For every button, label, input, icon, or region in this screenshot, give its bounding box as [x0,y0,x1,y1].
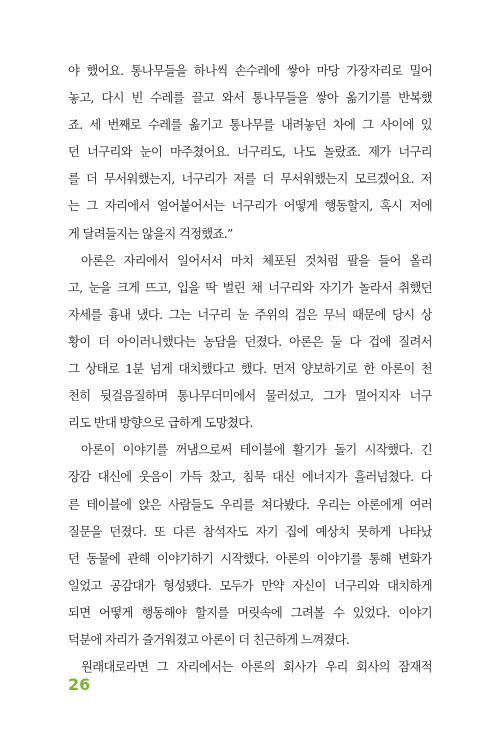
text-line: 장감 대신에 웃음이 가득 찼고, 침묵 대신 에너지가 흘러넘쳤다. 다 [68,470,432,485]
text-line: 질문을 던졌다. 또 다른 참석자도 자기 집에 예상치 못하게 나타났 [68,524,432,539]
text-line: 덕분에 자리가 즐거워졌고 아론이 더 친근하게 느껴졌다. [68,632,350,647]
text-line: 천히 뒷걸음질하며 통나무더미에서 물러섰고, 그가 멀어지자 너구 [68,389,432,404]
text-line: 를 더 무서워했는지, 너구리가 저를 더 무서워했는지 모르겠어요. 저 [68,172,432,187]
text-line: 는 그 자리에서 얼어붙어서는 너구리가 어떻게 행동할지, 혹시 저에 [68,199,432,214]
text-line: 죠. 세 번째로 수레를 옮기고 통나무를 내려놓던 차에 그 사이에 있 [68,118,432,133]
text-line: 자세를 흉내 냈다. 그는 너구리 눈 주위의 검은 무늬 때문에 당시 상 [68,307,432,322]
text-line: 리도 반대 방향으로 급하게 도망쳤다. [68,416,253,431]
text-line: 던 너구리와 눈이 마주쳤어요. 너구리도, 나도 놀랐죠. 제가 너구리 [68,145,432,160]
text-line: 그 상태로 1분 넘게 대치했다고 했다. 먼저 양보하기로 한 아론이 천 [68,362,432,377]
text-line: 야 했어요. 통나무들을 하나씩 손수레에 쌓아 마당 가장자리로 밀어 [68,64,432,78]
text-line: 던 동물에 관해 이야기하기 시작했다. 아론의 이야기를 통해 변화가 [68,551,432,566]
body-text [68,58,432,681]
text-line: 게 달려들지는 않을지 걱정했죠.” [68,226,233,241]
text-line: 아론이 이야기를 꺼냄으로써 테이블에 활기가 돌기 시작했다. 긴 [81,443,432,458]
text-line: 른 테이블에 앉은 사람들도 우리를 쳐다봤다. 우리는 아론에게 여러 [68,497,432,512]
text-line: 원래대로라면 그 자리에서는 아론의 회사가 우리 회사의 잠재적 [81,660,432,675]
text-line: 고, 눈을 크게 뜨고, 입을 딱 벌린 채 너구리와 자기가 놀라서 취했던 [68,280,432,295]
text-line: 일었고 공감대가 형성됐다. 모두가 만약 자신이 너구리와 대치하게 [68,578,432,593]
text-line: 놓고, 다시 빈 수레를 끌고 와서 통나무들을 쌓아 옮기기를 반복했 [68,91,432,106]
text-line: 되면 어떻게 행동해야 할지를 머릿속에 그려볼 수 있었다. 이야기 [68,605,432,620]
text-line: 황이 더 아이러니했다는 농담을 던졌다. 아론은 둘 다 겁에 질려서 [68,334,432,349]
page-number: 26 [68,675,91,694]
text-line: 아론은 자리에서 일어서서 마치 체포된 것처럼 팔을 들어 올리 [81,253,432,268]
